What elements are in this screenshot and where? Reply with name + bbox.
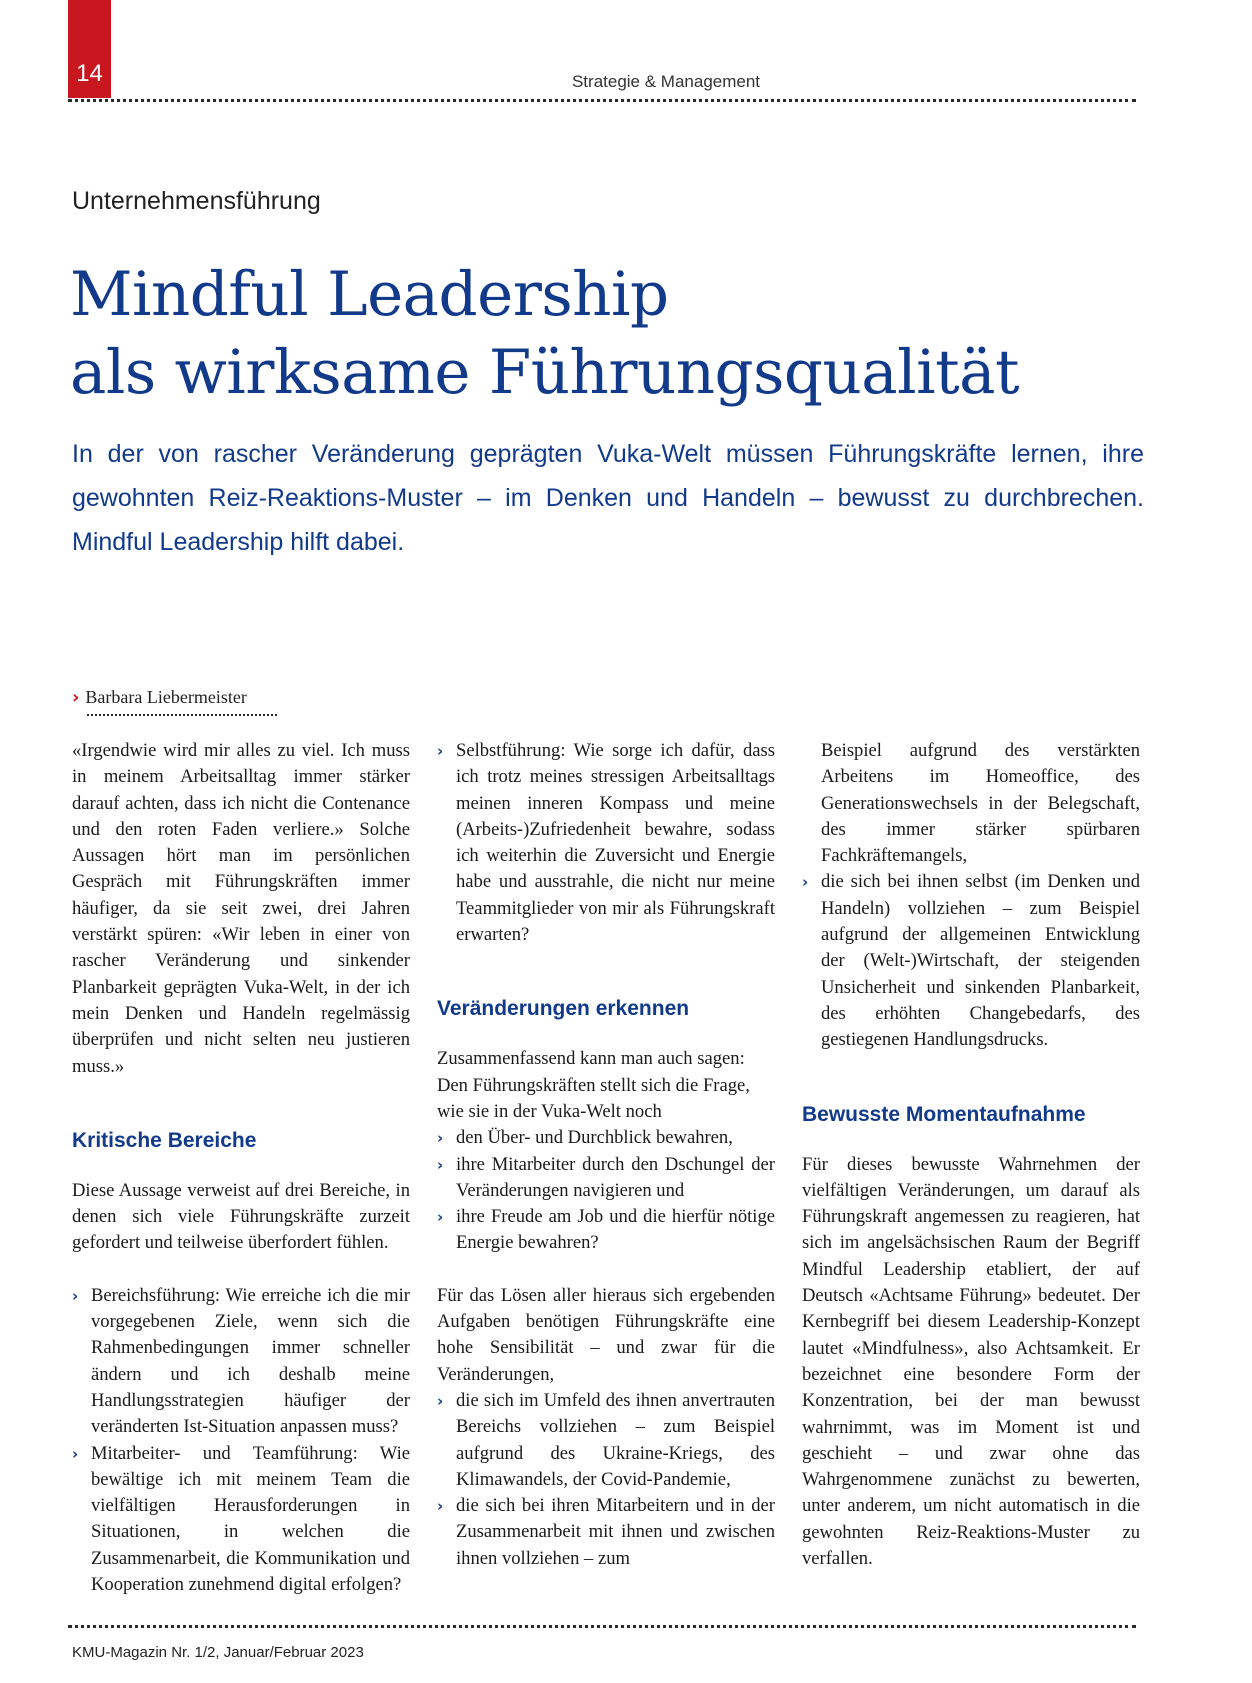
chevron-right-icon: › [437,1391,444,1410]
list-item: › die sich im Umfeld des ihnen anvertrauten Bereichs vollziehen – zum Beispiel aufgrund des Ukraine-Kriegs, des Klimawandels, der Covid-Pandemie, [437,1389,775,1490]
chevron-right-icon: › [72,1286,79,1305]
column-2 [437,738,775,1572]
list-item: › ihre Mitarbeiter durch den Dschungel der Veränderungen navigieren und [437,1153,775,1201]
column-3 [802,738,1140,1572]
chevron-right-icon: › [802,873,809,892]
article-lead: In der von rascher Veränderung geprägten Vuka-Welt müssen Führungskräfte lernen, ihre gewohnten Reiz-Reaktions-Muster – im Denken und Handeln – bewusst zu durchbrechen. Mindful Leadership hilft dabei. [72,440,1144,556]
page-number: 14 [76,60,103,87]
list-item: › ihre Freude am Job und die hierfür nötige Energie bewahren? [437,1206,775,1254]
header-divider [68,99,1136,102]
article-kicker: Unternehmensführung [72,187,321,215]
list-item: › die sich bei ihren Mitarbeitern und in der Zusammenarbeit mit ihnen und zwischen ihnen vollziehen – zum [437,1495,775,1569]
bullet-list [437,1125,775,1256]
author-divider [87,714,277,716]
paragraph: Diese Aussage verweist auf drei Bereiche, in denen sich viele Führungskräfte zurzeit gefordert und teilweise überfordert fühlen. [72,1179,410,1254]
bullet-list [437,1388,775,1572]
heading-veraenderungen-erkennen: Veränderungen erkennen [437,997,690,1021]
chevron-right-icon: › [437,1208,444,1227]
article-title [70,256,1170,412]
chevron-right-icon: › [72,687,80,708]
heading-bewusste-momentaufnahme: Bewusste Momentaufnahme [802,1102,1086,1126]
intro-paragraph: «Irgendwie wird mir alles zu viel. Ich muss in meinem Arbeitsalltag immer stärker darauf achten, dass ich nicht die Contenance und den roten Faden verliere.» Solche Aussagen hört man im persönlichen Gespräch mit Führungskräften immer häufiger, da sie seit zwei, drei Jahren verstärkt spüren: «Wir leben in einer von rascher Veränderung und sinkender Planbarkeit geprägten Vuka-Welt, in der ich mein Denken und Handeln regelmässig überprüfen und nicht selten neu justieren muss.» [72,740,410,1077]
list-item: › Selbstführung: Wie sorge ich dafür, dass ich trotz meines stressigen Arbeitsalltags meinen inneren Kompass und meine (Arbeits-)Zufriedenheit bewahre, sodass ich weiterhin die Zuversicht und Energie habe und ausstrahle, die nicht nur meine Teammitglieder von mir als Führungskraft erwarten? [437,740,775,946]
chevron-right-icon: › [437,1497,444,1516]
chevron-right-icon: › [437,1155,444,1174]
title-line-2: als wirksame Führungsqualität [70,337,1020,408]
paragraph: Für das Lösen aller hieraus sich ergebenden Aufgaben benötigen Führungskräfte eine hohe Sensibilität – und zwar für die Veränderungen, [437,1284,775,1385]
continuation-paragraph: Beispiel aufgrund des verstärkten Arbeitens im Homeoffice, des Generationswechsels in der Belegschaft, des immer stärker spürbaren Fachkräftemangels, [821,740,1140,867]
author-byline [72,687,247,708]
column-1 [72,738,410,1598]
paragraph: Für dieses bewusste Wahrnehmen der vielfältigen Veränderungen, um darauf als Führungskraft angemessen zu reagieren, hat sich im angelsächsischen Raum der Begriff Mindful Leadership etabliert, der auf Deutsch «Achtsame Führung» bedeutet. Der Kernbegriff bei diesem Leadership-Konzept lautet «Mindfulness», also Achtsamkeit. Er bezeichnet eine besondere Form der Konzentration, bei der man bewusst wahrnimmt, was im Moment ist und geschieht – und zwar ohne das Wahrgenommene zunächst zu bewerten, unter anderem, um nicht automatisch in die gewohnten Reiz-Reaktions-Muster zu verfallen. [802,1153,1140,1570]
list-item: › den Über- und Durchblick bewahren, [437,1125,775,1151]
chevron-right-icon: › [72,1444,79,1463]
footer-divider [68,1625,1136,1628]
section-label: Strategie & Management [571,72,761,91]
list-item: › die sich bei ihnen selbst (im Denken und Handeln) vollziehen – zum Beispiel aufgrund der allgemeinen Entwicklung der (Welt-)Wirtschaft, der steigenden Unsicherheit und sinkenden Planbarkeit, des erhöhten Changebedarfs, des gestiegenen Handlungsdrucks. [802,871,1140,1051]
bullet-list [72,1283,410,1599]
list-item: › Mitarbeiter- und Teamführung: Wie bewältige ich mit meinem Team die vielfältigen Herausforderungen in Situationen, in welchen die Zusammenarbeit, die Kommunikation und Kooperation zunehmend digital erfolgen? [72,1442,410,1596]
chevron-right-icon: › [437,1129,444,1148]
heading-kritische-bereiche: Kritische Bereiche [72,1128,257,1152]
bullet-list [437,738,775,948]
footer-text: KMU-Magazin Nr. 1/2, Januar/Februar 2023 [72,1644,364,1661]
title-line-1: Mindful Leadership [70,259,669,330]
paragraph: Zusammenfassend kann man auch sagen: Den Führungskräften stellt sich die Frage, wie sie in der Vuka-Welt noch [437,1048,750,1122]
chevron-right-icon: › [437,742,444,760]
list-item: › Bereichsführung: Wie erreiche ich die mir vorgegebenen Ziele, wenn sich die Rahmenbedingungen immer schneller ändern und ich deshalb meine Handlungsstrategien häufiger der veränderten Ist-Situation anpassen muss? [72,1284,410,1438]
author-name: Barbara Liebermeister [85,687,247,707]
bullet-list [802,869,1140,1053]
